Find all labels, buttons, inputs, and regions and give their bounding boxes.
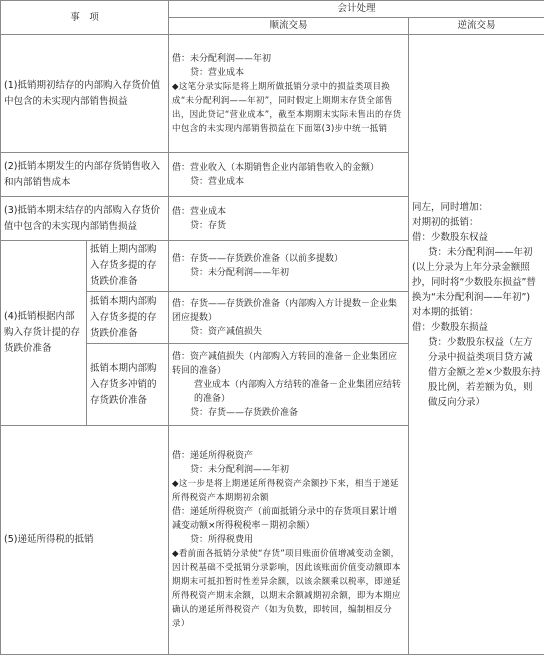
header-downstream: 顺流交易 (169, 18, 409, 35)
row3-item: (3)抵销本期末结存的内部购入存货价值中包含的未实现内部销售损益 (1, 197, 169, 241)
row4-item: (4)抵销根据内部购入存货计提的存货跌价准备 (1, 241, 87, 426)
row4b-debit: 借：存货——存货跌价准备（内部购入方计提数－企业集团应提数） (172, 298, 398, 323)
row3-credit: 贷：存货 (190, 220, 227, 231)
row1-entry (169, 35, 409, 153)
row4b-entry (169, 292, 409, 344)
row4a-debit: 借：存货——存货跌价准备（以前多提数） (172, 254, 344, 264)
upstream-line-8: 贷：少数股东权益（左方分录中损益类项目贷方减借方金额之差×少数股东持股比例，若差额为负，则做反向分录） (428, 337, 541, 408)
row3-entry (169, 197, 409, 241)
upstream-line-5: (以上分录为上年分录金额照抄，同时将“少数股东损益”替换为“未分配利润——年初”) (412, 262, 536, 303)
upstream-line-0: 同左，同时增加： (412, 202, 489, 213)
row4c-entry (169, 344, 409, 426)
row4c-label: 抵销本期内部购入存货多冲销的存货跌价准备 (87, 344, 169, 426)
row5-debit: 借：递延所得税资产 (172, 451, 254, 461)
upstream-line-1: 对期初的抵销： (412, 217, 479, 228)
header-item: 事 项 (1, 1, 169, 35)
row5-entry (169, 426, 409, 655)
row5-credit2: 贷：所得税费用 (190, 535, 254, 545)
row5-credit: 贷：未分配利润——年初 (190, 465, 290, 475)
row5-note1: ◆这一步是将上期递延所得税资产余额抄下来，相当于递延所得税资产本期期初余额 (172, 479, 399, 503)
row1-item: (1)抵销期初结存的内部购入存货价值中包含的未实现内部销售损益 (1, 35, 169, 153)
row1-debit: 借：未分配利润——年初 (172, 53, 272, 64)
row1-note: ◆这笔分录实际是将上期所做抵销分录中的损益类项目换成“未分配利润——年初”，同时假定上期期末存货全部售出，因此贷记“营业成本”，截至本期期末实际未售出的存货中包含的未实现内部销售损益在下面第(3)步中统一抵销 (172, 81, 402, 134)
upstream-line-7: 借：少数股东损益 (412, 322, 489, 333)
row2-entry (169, 153, 409, 197)
upstream-cell (409, 35, 544, 655)
row4a-credit: 贷：未分配利润——年初 (190, 268, 290, 278)
row4c-debit-2: 营业成本（内部购入方结转的准备－企业集团应结转的准备） (194, 379, 402, 404)
row4a-label: 抵销上期内部购入存货多提的存货跌价准备 (87, 241, 169, 292)
upstream-line-6: 对本期的抵销： (412, 307, 479, 318)
row1-credit: 贷：营业成本 (190, 67, 245, 78)
upstream-line-2: 借：少数股东权益 (412, 232, 489, 243)
header-upstream: 逆流交易 (409, 18, 544, 35)
row2-debit: 借：营业收入（本期销售企业内部销售收入的金额） (172, 162, 380, 173)
row4b-credit: 贷：资产减值损失 (190, 326, 263, 337)
upstream-line-4: 贷：未分配利润——年初 (428, 247, 533, 258)
row4a-entry (169, 241, 409, 292)
row5-debit2: 借：递延所得税资产（前面抵销分录中的存货项目累计增减变动额×所得税税率－期初余额） (172, 507, 398, 531)
row2-credit: 贷：营业成本 (190, 176, 245, 187)
row4c-credit: 贷：存货——存货跌价准备 (190, 407, 299, 418)
row5-note2: ◆看前面各抵销分录使“存货”项目账面价值增减变动金额，因计税基础不受抵销分录影响，因此该账面价值变动额即本期期末可抵扣暂时性差异余额，以该余额乘以税率，即递延所得税资产期末余额，以期末余额减期初余额，即为本期应确认的递延所得税资产（如为负数，即转回，编制相反分录） (172, 549, 401, 629)
row4b-label: 抵销本期内部购入存货多提的存货跌价准备 (87, 292, 169, 344)
row2-item: (2)抵销本期发生的内部存货销售收入和内部销售成本 (1, 153, 169, 197)
row3-debit: 借：营业成本 (172, 206, 227, 217)
row5-item: (5)递延所得税的抵销 (1, 426, 169, 655)
header-accounting: 会计处理 (169, 1, 544, 18)
row4c-debit: 借：资产减值损失（内部购入方转回的准备－企业集团应转回的准备） (172, 351, 398, 376)
